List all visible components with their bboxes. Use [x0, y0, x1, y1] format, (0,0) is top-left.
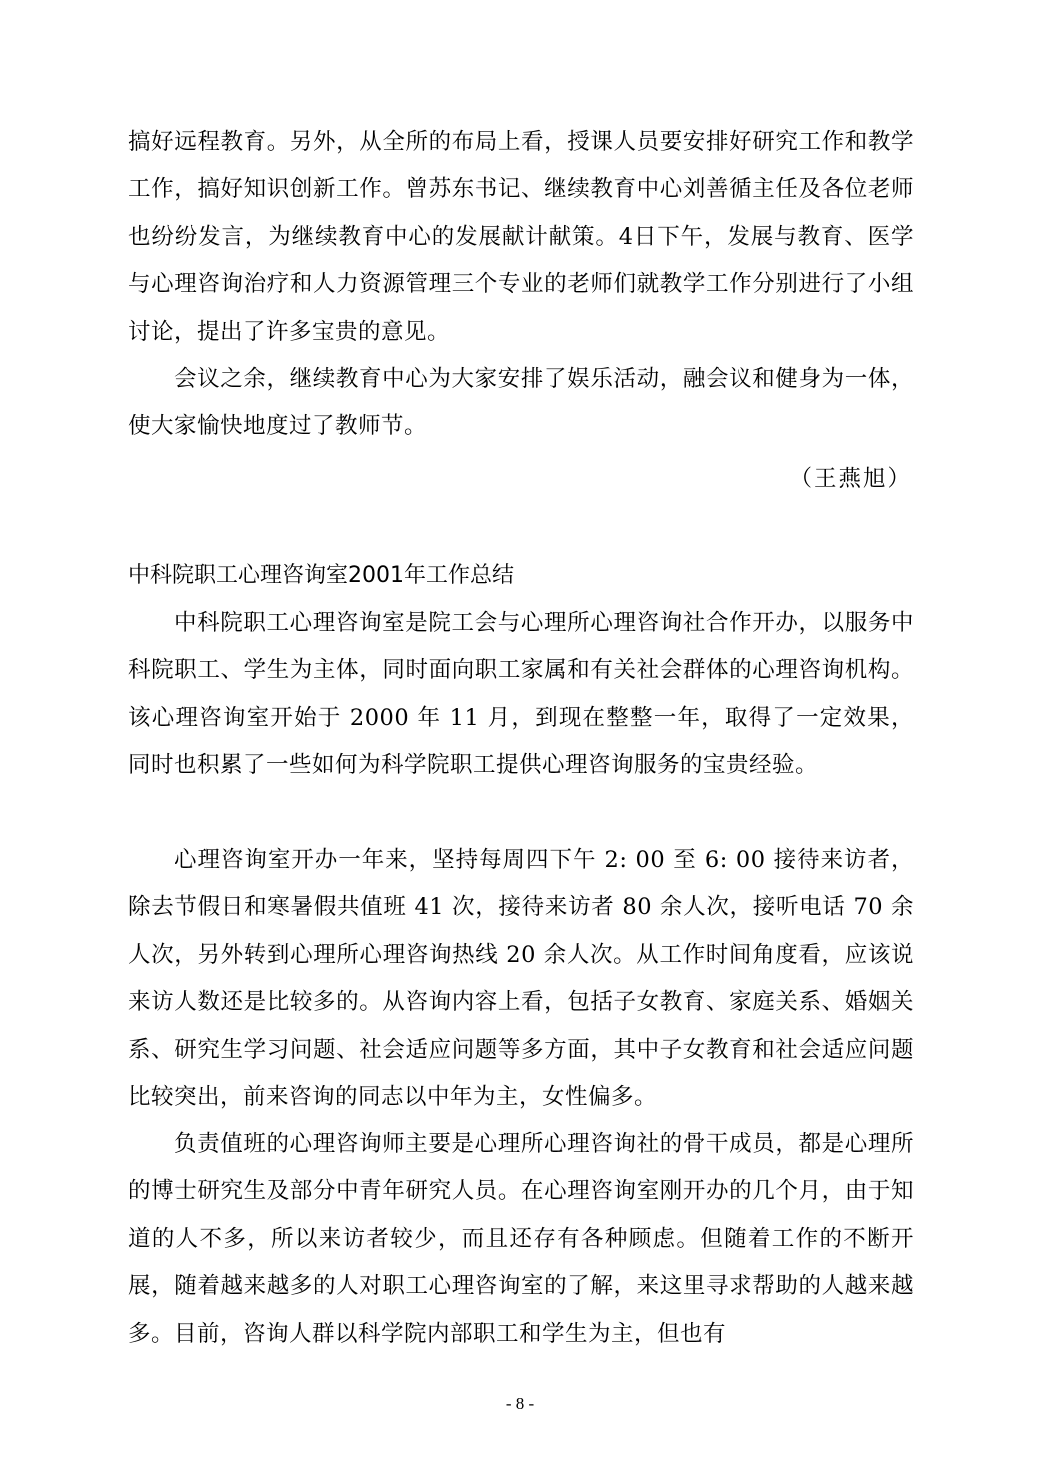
paragraph-staff: 负责值班的心理咨询师主要是心理所心理咨询社的骨干成员，都是心理所的博士研究生及部分中青年研究人员。在心理咨询室刚开办的几个月，由于知道的人不多，所以来访者较少，而且还存有各种顾虑。但随着工作的不断开展，随着越来越多的人对职工心理咨询室的了解，来这里寻求帮助的人越来越多。目前，咨询人群以科学院内部职工和学生为主，但也有 — [128, 1131, 914, 1347]
paragraph-statistics: 心理咨询室开办一年来，坚持每周四下午 2: 00 至 6: 00 接待来访者，除去节假日和寒暑假共值班 41 次，接待来访者 80 余人次，接听电话 70 余人次，另外转到心理所心理咨询热线 20 余人次。从工作时间角度看，应该说来访人数还是比较多的。从咨询内容上看，包括子女教育、家庭关系、婚姻关系、研究生学习问题、社会适应问题等多方面，其中子女教育和社会适应问题比较突出，前来咨询的同志以中年为主，女性偏多。 — [128, 847, 914, 1111]
section-title: 中科院职工心理咨询室2001年工作总结 — [128, 563, 514, 588]
paragraph-closing: 会议之余，继续教育中心为大家安排了娱乐活动，融会议和健身为一体，使大家愉快地度过了教师节。 — [128, 366, 914, 440]
author-signature: （王燕旭） — [789, 466, 912, 492]
paragraph-continued: 搞好远程教育。另外，从全所的布局上看，授课人员要安排好研究工作和教学工作，搞好知识创新工作。曾苏东书记、继续教育中心刘善循主任及各位老师也纷纷发言，为继续教育中心的发展献计献策。4日下午，发展与教育、医学与心理咨询治疗和人力资源管理三个专业的老师们就教学工作分别进行了小组讨论，提出了许多宝贵的意见。 — [128, 129, 914, 345]
paragraph-intro: 中科院职工心理咨询室是院工会与心理所心理咨询社合作开办，以服务中科院职工、学生为主体，同时面向职工家属和有关社会群体的心理咨询机构。该心理咨询室开始于 2000 年 11 月，到现在整整一年，取得了一定效果，同时也积累了一些如何为科学院职工提供心理咨询服务的宝贵经验。 — [128, 610, 914, 779]
page-number: - 8 - — [505, 1394, 535, 1413]
